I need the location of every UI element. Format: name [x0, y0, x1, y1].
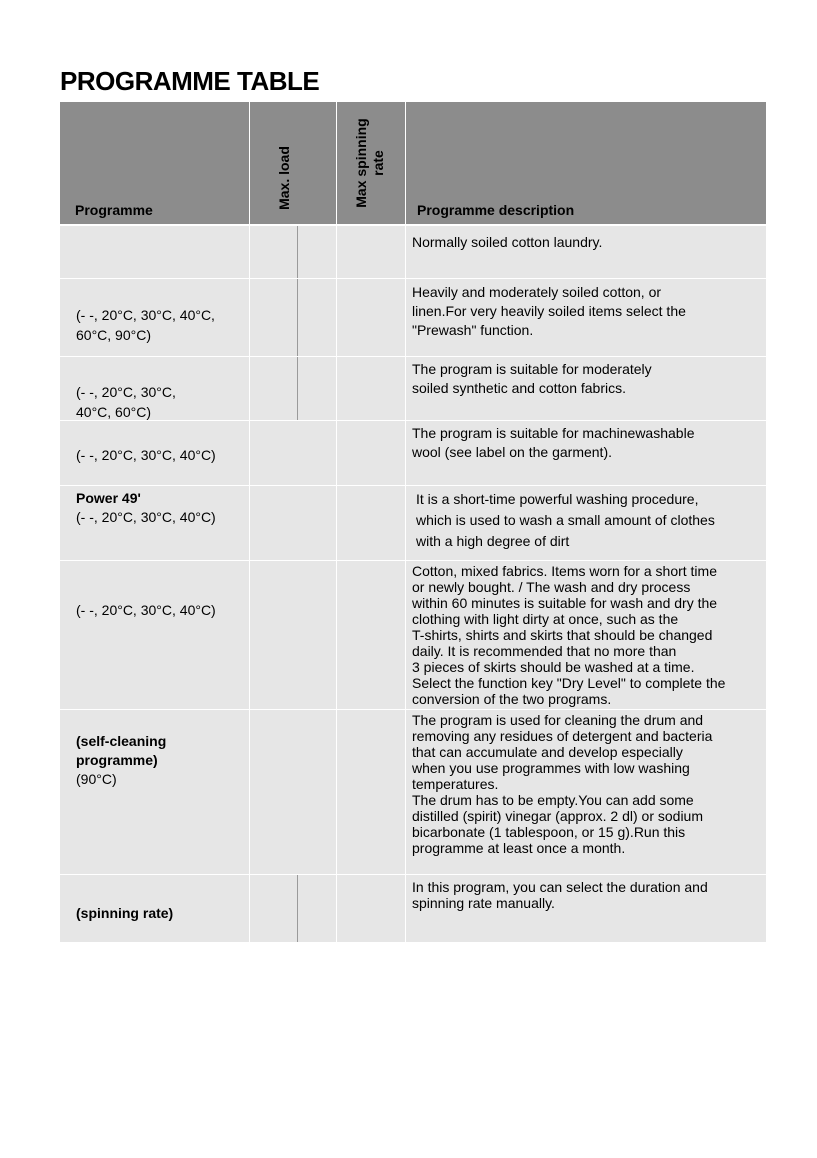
- row1-description: Normally soiled cotton laundry.: [412, 234, 603, 250]
- row8-programme: (spinning rate): [76, 905, 174, 921]
- row4-description: The program is suitable for machinewashable wool (see label on the garment).: [412, 425, 695, 460]
- page-title: PROGRAMME TABLE: [60, 66, 320, 96]
- row7-programme: (self-cleaning programme) (90°C): [76, 733, 167, 787]
- row4-programme: (- -, 20°C, 30°C, 40°C): [76, 447, 216, 463]
- header-description-cell: [406, 102, 766, 224]
- row3-programme: (- -, 20°C, 30°C, 40°C, 60°C): [76, 384, 176, 420]
- header-description-label: Programme description: [417, 202, 575, 218]
- row5-programme: Power 49' (- -, 20°C, 30°C, 40°C): [76, 490, 216, 525]
- row2-description: Heavily and moderately soiled cotton, or linen.For very heavily soiled items select the "Prewash" function.: [412, 284, 686, 338]
- row6-programme: (- -, 20°C, 30°C, 40°C): [76, 602, 216, 618]
- row7-description: The program is used for cleaning the drum and removing any residues of detergent and bacteria that can accumulate and develop especially when you use programmes with low washing temperatures. The drum has to be empty.You can add some distilled (spirit) vinegar (approx. 2 dl) or sodium bicarbonate (1 tablespoon, or 15 g).Run this programme at least once a month.: [412, 712, 713, 856]
- header-max-load-label: Max. load: [276, 146, 292, 210]
- row3-description: The program is suitable for moderately soiled synthetic and cotton fabrics.: [412, 361, 652, 396]
- header-max-spinning-cell: [337, 102, 405, 224]
- row5-description: It is a short-time powerful washing procedure, which is used to wash a small amount of clothes with a high degree of dirt: [416, 491, 715, 549]
- header-programme-label: Programme: [75, 202, 153, 218]
- row8-description: In this program, you can select the duration and spinning rate manually.: [412, 879, 708, 911]
- row6-description: Cotton, mixed fabrics. Items worn for a short time or newly bought. / The wash and dry process within 60 minutes is suitable for wash and dry the clothing with light dirty at once, such as the T-shirts, shirts and skirts that should be changed daily. It is recommended that no more than 3 pieces of skirts should be washed at a time. Select the function key "Dry Level" to complete the conversion of the two programs.: [412, 563, 726, 707]
- header-programme-cell: [60, 102, 249, 224]
- header-max-spinning-label: [353, 108, 387, 218]
- header-max-spinning-line1: Max spinning: [353, 118, 369, 208]
- header-max-spinning-line2: rate: [370, 150, 386, 176]
- programme-table: [60, 102, 766, 942]
- header-max-load-cell: [250, 102, 336, 224]
- row2-programme: (- -, 20°C, 30°C, 40°C, 60°C, 90°C): [76, 307, 215, 343]
